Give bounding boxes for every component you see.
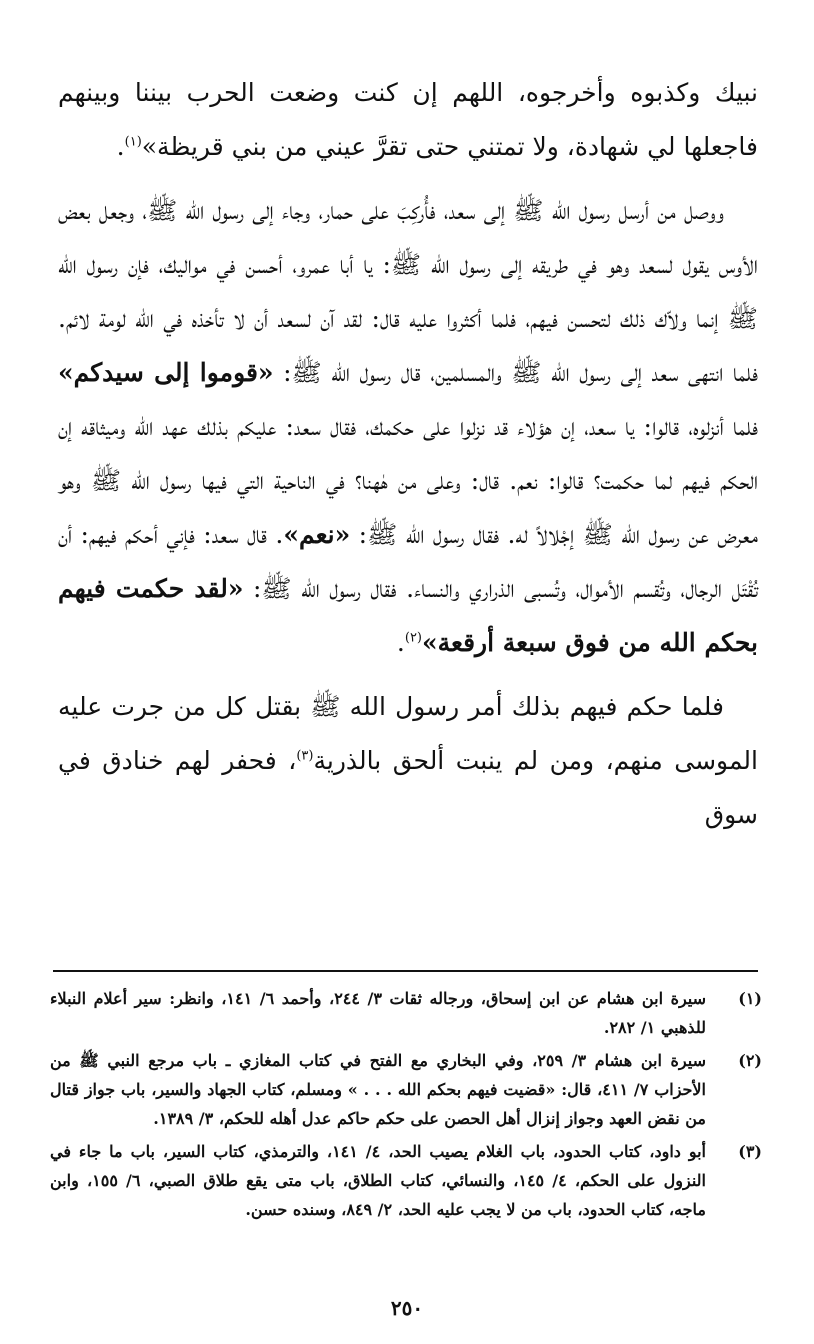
footnote-ref-2[interactable]: (٢) <box>404 630 422 646</box>
footnote-ref-1[interactable]: (١) <box>124 134 142 150</box>
page-number: ٢٥٠ <box>390 1296 424 1320</box>
paragraph-3-text-b: ، فحفر لهم خنادق في سوق <box>58 746 758 829</box>
quote-judgment: «لقد حكمت فيهم بحكم الله من فوق سبعة أرقعة» <box>58 574 758 657</box>
footnote-separator <box>53 970 758 972</box>
footnote-3 <box>50 1137 762 1224</box>
footnotes <box>50 984 762 1228</box>
footnote-text: سيرة ابن هشام عن ابن إسحاق، ورجاله ثقات ٣/ ٢٤٤، وأحمد ٦/ ١٤١، وانظر: سير أعلام النبلاء للذهبي ١/ ٢٨٢. <box>50 989 707 1037</box>
paragraph-2-text-e: . قال سعد: فإني أحكم فيهم: أن تُقْتَل الرجال، وتُقسم الأموال، وتُسبى الذراري والنساء. فقال رسول الله ﷺ: <box>58 520 758 603</box>
footnote-1 <box>50 984 762 1042</box>
footnote-2 <box>50 1046 762 1133</box>
quote-yes: «نعم» <box>283 520 351 549</box>
paragraph-3 <box>58 680 758 842</box>
quote-stand-for-leader: «قوموا إلى سيدكم» <box>58 358 274 387</box>
paragraph-2-text-c: فلما أنزلوه، قالوا: يا سعد، إن هؤلاء قد نزلوا على حكمك، فقال سعد: عليكم بذلك عهد الله وميثاقه إن الحكم فيهم لما حكمت؟ قالوا: نعم. قال: وعلى من هٰهنا؟ في الناحية التي فيها رسول الله ﷺ وهو معرض عن رسول الله ﷺ إجْلالاً له. فقال رسول الله ﷺ: <box>58 412 758 549</box>
footnote-text: أبو داود، كتاب الحدود، باب الغلام يصيب الحد، ٤/ ١٤١، والترمذي، كتاب السير، باب ما جاء في النزول على الحكم، ٤/ ١٤٥، والنسائي، كتاب الطلاق، باب متى يقع طلاق الصبي، ٦/ ١٥٥، وابن ماجه، كتاب الحدود، باب من لا يجب عليه الحد، ٢/ ٨٤٩، وسنده حسن. <box>50 1142 706 1219</box>
paragraph-2-end: . <box>396 628 405 657</box>
paragraph-1 <box>58 66 758 174</box>
footnote-ref-3[interactable]: (٣) <box>296 748 314 764</box>
footnote-text: سيرة ابن هشام ٣/ ٢٥٩، وفي البخاري مع الفتح في كتاب المغازي ـ باب مرجع النبي ﷺ من الأحزاب ٧/ ٤١١، قال: «قضيت فيهم بحكم الله . . . » ومسلم، كتاب الجهاد والسير، باب جواز قتال من نقض العهد وجواز إنزال أهل الحصن على حكم حاكم عدل أهله للحكم، ٣/ ١٣٨٩. <box>50 1051 706 1128</box>
footnote-number: (١) <box>738 989 762 1008</box>
paragraph-3-text-a: فلما حكم فيهم بذلك أمر رسول الله ﷺ بقتل كل من جرت عليه الموسى منهم، ومن لم ينبت ألحق بالذرية <box>58 692 758 775</box>
paragraph-2 <box>58 184 758 670</box>
footnote-number: (٣) <box>738 1142 762 1161</box>
paragraph-1-end: . <box>116 132 125 161</box>
paragraph-1-text: نبيك وكذبوه وأخرجوه، اللهم إن كنت وضعت الحرب بيننا وبينهم فاجعلها لي شهادة، ولا تمتني حتى تقرَّ عيني من بني قريظة» <box>58 78 758 161</box>
main-text <box>58 66 758 852</box>
footnote-number: (٢) <box>738 1051 762 1070</box>
paragraph-2-text-a: ووصل من أرسل رسول الله ﷺ إلى سعد، فأُركِبَ على حمار، وجاء إلى رسول الله ﷺ، وجعل بعض الأوس يقول لسعد وهو في طريقه إلى رسول الله ﷺ: يا أبا عمرو، أحسن في مواليك، فإن رسول الله ﷺ إنما ولاّك ذلك لتحسن فيهم، فلما أكثروا عليه قال: لقد آن لسعد أن لا تأخذه في الله لومة لائم. فلما انتهى سعد إلى رسول الله ﷺ والمسلمين، قال رسول الله ﷺ: <box>58 196 759 387</box>
